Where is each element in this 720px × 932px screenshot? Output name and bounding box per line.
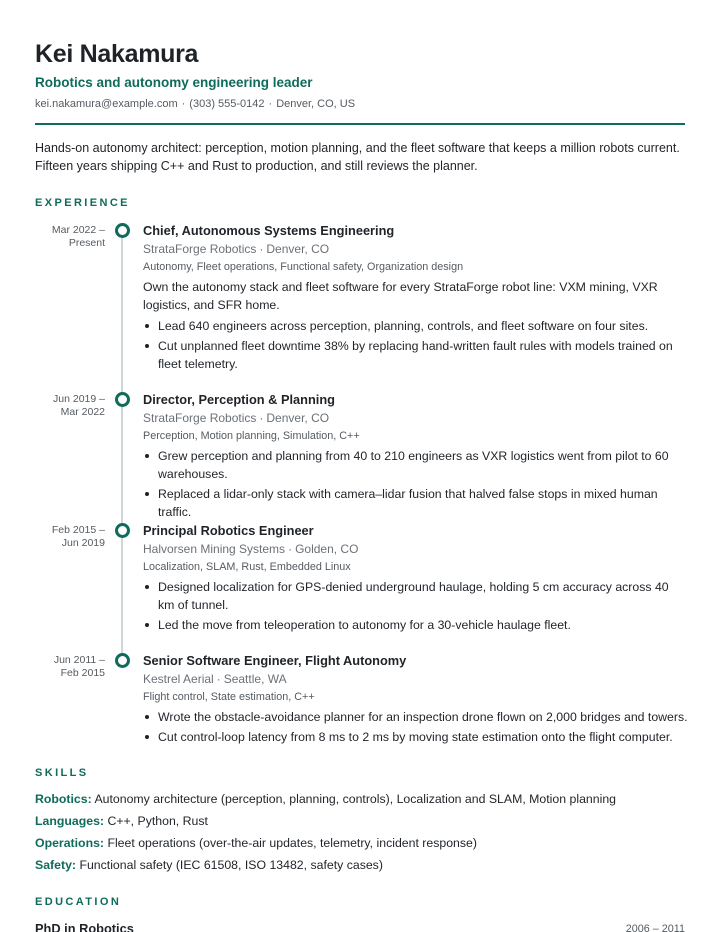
education-degree: PhD in Robotics [35,921,134,932]
job-location: Golden, CO [295,542,359,556]
job-tags: Autonomy, Fleet operations, Functional safety, Organization design [143,261,464,273]
job-company-line [143,410,688,427]
skill-row [35,856,685,874]
job-bullets [143,578,688,634]
job-company: StrataForge Robotics [143,411,257,425]
skill-label: Operations: [35,836,105,850]
section-title-skills: SKILLS [35,767,89,779]
job-title: Principal Robotics Engineer [143,523,314,538]
company-separator: · [288,542,293,556]
skill-label: Robotics: [35,792,92,806]
contact-email[interactable]: kei.nakamura@example.com [35,98,178,110]
timeline-dot [115,223,130,238]
job-bullets [143,708,688,746]
job-bullet: Led the move from teleoperation to autonomy for a 30-vehicle haulage fleet. [143,616,688,634]
job-bullet: Grew perception and planning from 40 to 210 engineers as VXR logistics went from pilot to 60 warehouses. [143,447,688,483]
contact-separator: · [268,98,273,110]
contact-location: Denver, CO, US [276,98,356,110]
candidate-name: Kei Nakamura [35,40,199,68]
job-tags: Perception, Motion planning, Simulation, C++ [143,430,360,442]
company-separator: · [259,411,264,425]
job-details [143,222,688,374]
job-company: StrataForge Robotics [143,242,257,256]
timeline-dot [115,392,130,407]
job-company: Kestrel Aerial [143,672,214,686]
job-bullet: Wrote the obstacle-avoidance planner for an inspection drone flown on 2,000 bridges and towers. [143,708,688,726]
skill-value: Fleet operations (over-the-air updates, telemetry, incident response) [107,836,477,850]
job-dates: Jun 2011 – Feb 2015 [53,654,105,679]
skill-label: Languages: [35,814,105,828]
skill-row [35,834,685,852]
skill-value: C++, Python, Rust [107,814,208,828]
timeline-line [121,232,123,662]
job-details [143,652,688,747]
job-company: Halvorsen Mining Systems [143,542,286,556]
job-title: Director, Perception & Planning [143,392,335,407]
timeline-dot [115,523,130,538]
job-description: Own the autonomy stack and fleet software for every StrataForge robot line: VXM mining, VXR logistics, and SFR home. [143,280,658,312]
skill-row [35,812,685,830]
job-company-line [143,241,688,258]
candidate-headline: Robotics and autonomy engineering leader [35,75,313,90]
skill-row [35,790,685,808]
job-title: Chief, Autonomous Systems Engineering [143,223,395,238]
job-tags: Flight control, State estimation, C++ [143,691,315,703]
job-company-line [143,541,688,558]
education-dates: 2006 – 2011 [625,923,685,932]
job-bullets [143,447,688,521]
job-bullet: Replaced a lidar-only stack with camera–lidar fusion that halved false stops in mixed human traffic. [143,485,688,521]
contact-phone[interactable]: (303) 555-0142 [189,98,265,110]
job-location: Seattle, WA [223,672,287,686]
job-dates: Jun 2019 – Mar 2022 [53,393,105,418]
company-separator: · [216,672,221,686]
company-separator: · [259,242,264,256]
job-tags: Localization, SLAM, Rust, Embedded Linux [143,561,351,573]
job-location: Denver, CO [266,411,330,425]
job-bullet: Cut unplanned fleet downtime 38% by replacing hand-written fault rules with models trained on fleet telemetry. [143,337,688,373]
professional-summary: Hands-on autonomy architect: perception, motion planning, and the fleet software that keeps a million robots current. Fifteen years shipping C++ and Rust to production, and still reviews the planner. [35,141,680,173]
job-title: Senior Software Engineer, Flight Autonomy [143,653,407,668]
skill-value: Functional safety (IEC 61508, ISO 13482, safety cases) [79,858,383,872]
job-bullet: Designed localization for GPS-denied underground haulage, holding 5 cm accuracy across 40 km of tunnel. [143,578,688,614]
job-dates: Feb 2015 – Jun 2019 [51,524,105,549]
job-bullet: Cut control-loop latency from 8 ms to 2 ms by moving state estimation onto the flight computer. [143,728,688,746]
contact-line [35,96,355,112]
job-bullet: Lead 640 engineers across perception, planning, controls, and fleet software on four sites. [143,317,688,335]
timeline-dot [115,653,130,668]
job-details [143,391,688,522]
header-divider [35,123,685,125]
contact-separator: · [181,98,186,110]
job-location: Denver, CO [266,242,330,256]
section-title-education: EDUCATION [35,896,122,908]
skill-label: Safety: [35,858,77,872]
job-company-line [143,671,688,688]
skill-value: Autonomy architecture (perception, planning, controls), Localization and SLAM, Motion planning [94,792,617,806]
job-bullets [143,317,688,373]
job-details [143,522,688,635]
section-title-experience: EXPERIENCE [35,197,130,209]
job-dates: Mar 2022 – Present [51,224,105,249]
